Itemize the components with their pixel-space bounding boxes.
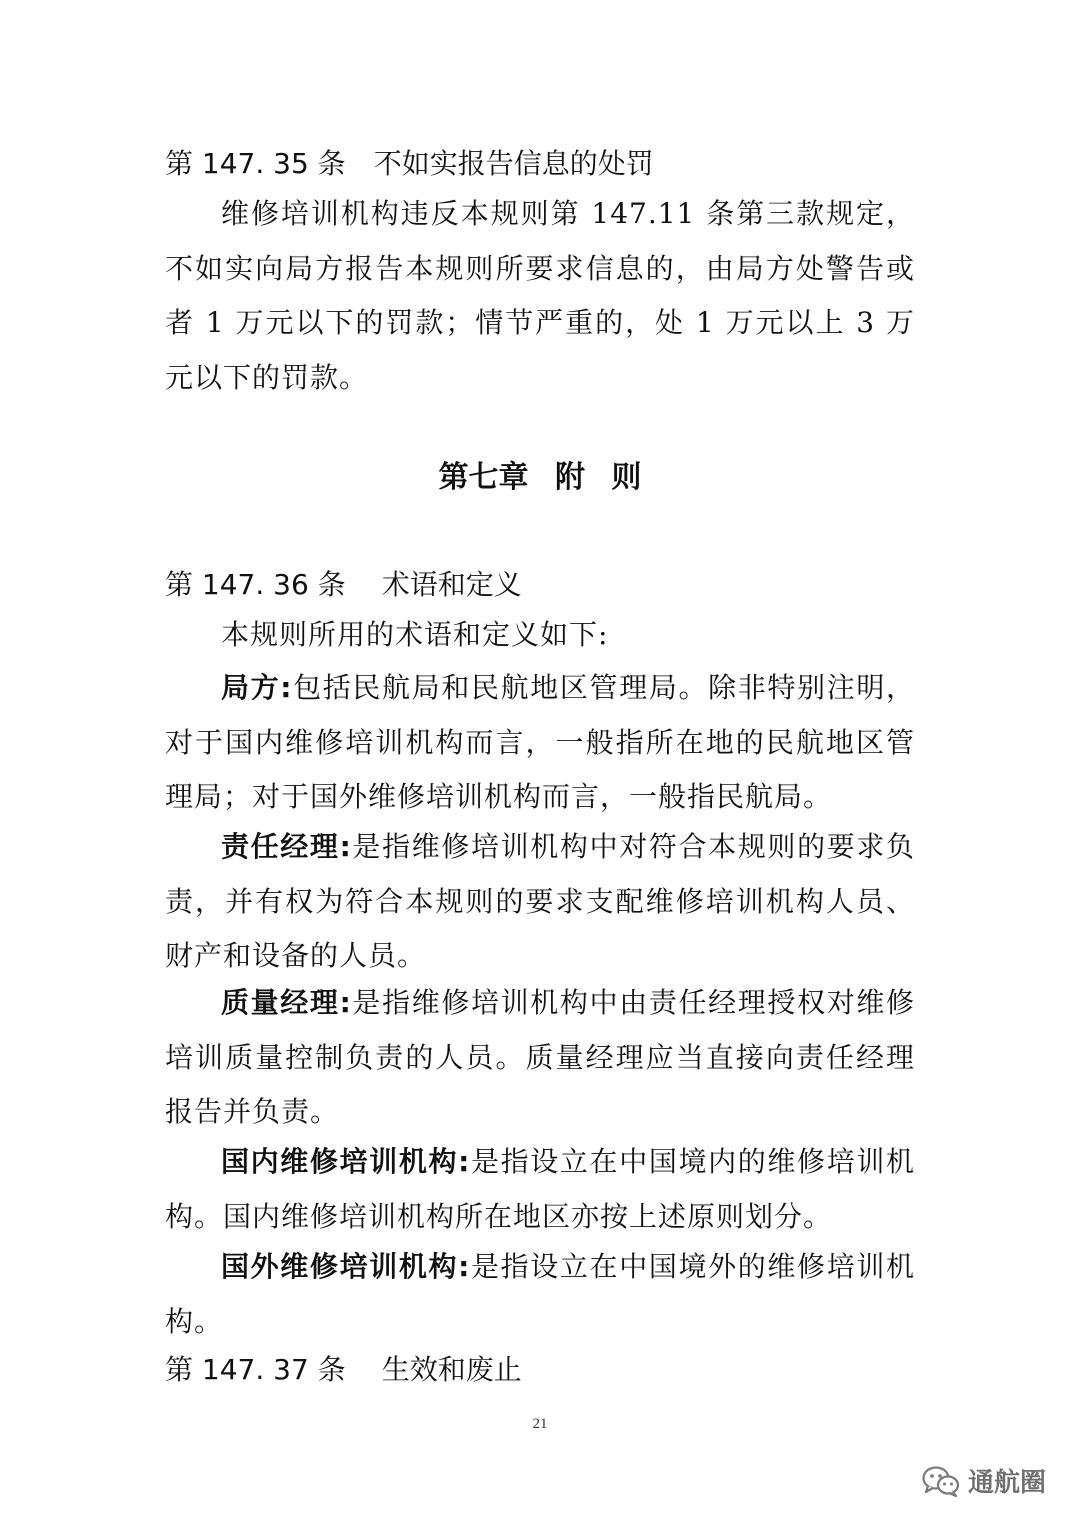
definition-text: 是指设立在中国境外的维修培训机构。	[165, 1250, 915, 1338]
definition-term: 国外维修培训机构:	[221, 1250, 471, 1283]
definition-text: 包括民航局和民航地区管理局。除非特别注明，对于国内维修培训机构而言，一般指所在地的民航地区管理局；对于国外维修培训机构而言，一般指民航局。	[165, 671, 915, 813]
article-heading-147-37	[165, 1350, 522, 1390]
wechat-icon	[922, 1465, 960, 1497]
article-heading-147-35	[165, 144, 654, 184]
definition-term: 国内维修培训机构:	[221, 1145, 471, 1178]
definition-term: 责任经理:	[221, 830, 352, 863]
definitions-intro: 本规则所用的术语和定义如下:	[221, 618, 609, 651]
article-title: 生效和废止	[381, 1353, 522, 1386]
article-number: 第 147. 37 条	[165, 1353, 346, 1386]
article-title: 术语和定义	[381, 568, 522, 601]
definition-text: 是指维修培训机构中对符合本规则的要求负责，并有权为符合本规则的要求支配维修培训机构人员、财产和设备的人员。	[165, 830, 915, 972]
chapter-title: 第七章 附 则	[438, 460, 642, 495]
definition-text: 是指设立在中国境内的维修培训机构。国内维修培训机构所在地区亦按上述原则划分。	[165, 1145, 915, 1233]
definition-item	[165, 661, 915, 825]
article-body-147-35: 维修培训机构违反本规则第 147.11 条第三款规定，不如实向局方报告本规则所要求信息的，由局方处警告或者 1 万元以下的罚款；情节严重的，处 1 万元以上 3 万元以下的罚款。	[165, 197, 915, 394]
article-number: 第 147. 35 条	[165, 147, 346, 180]
definition-text: 是指维修培训机构中由责任经理授权对维修培训质量控制负责的人员。质量经理应当直接向责任经理报告并负责。	[165, 986, 915, 1128]
watermark	[922, 1462, 1046, 1499]
watermark-text: 通航圈	[967, 1468, 1046, 1498]
article-title: 不如实报告信息的处罚	[373, 147, 654, 180]
definition-term: 质量经理:	[221, 986, 352, 1019]
definition-item	[165, 820, 915, 984]
article-heading-147-36	[165, 565, 522, 605]
definition-item	[165, 1135, 915, 1244]
definition-item	[165, 1240, 915, 1349]
definition-item	[165, 976, 915, 1140]
page-number: 21	[532, 1416, 548, 1432]
definition-term: 局方:	[221, 671, 293, 704]
article-number: 第 147. 36 条	[165, 568, 346, 601]
